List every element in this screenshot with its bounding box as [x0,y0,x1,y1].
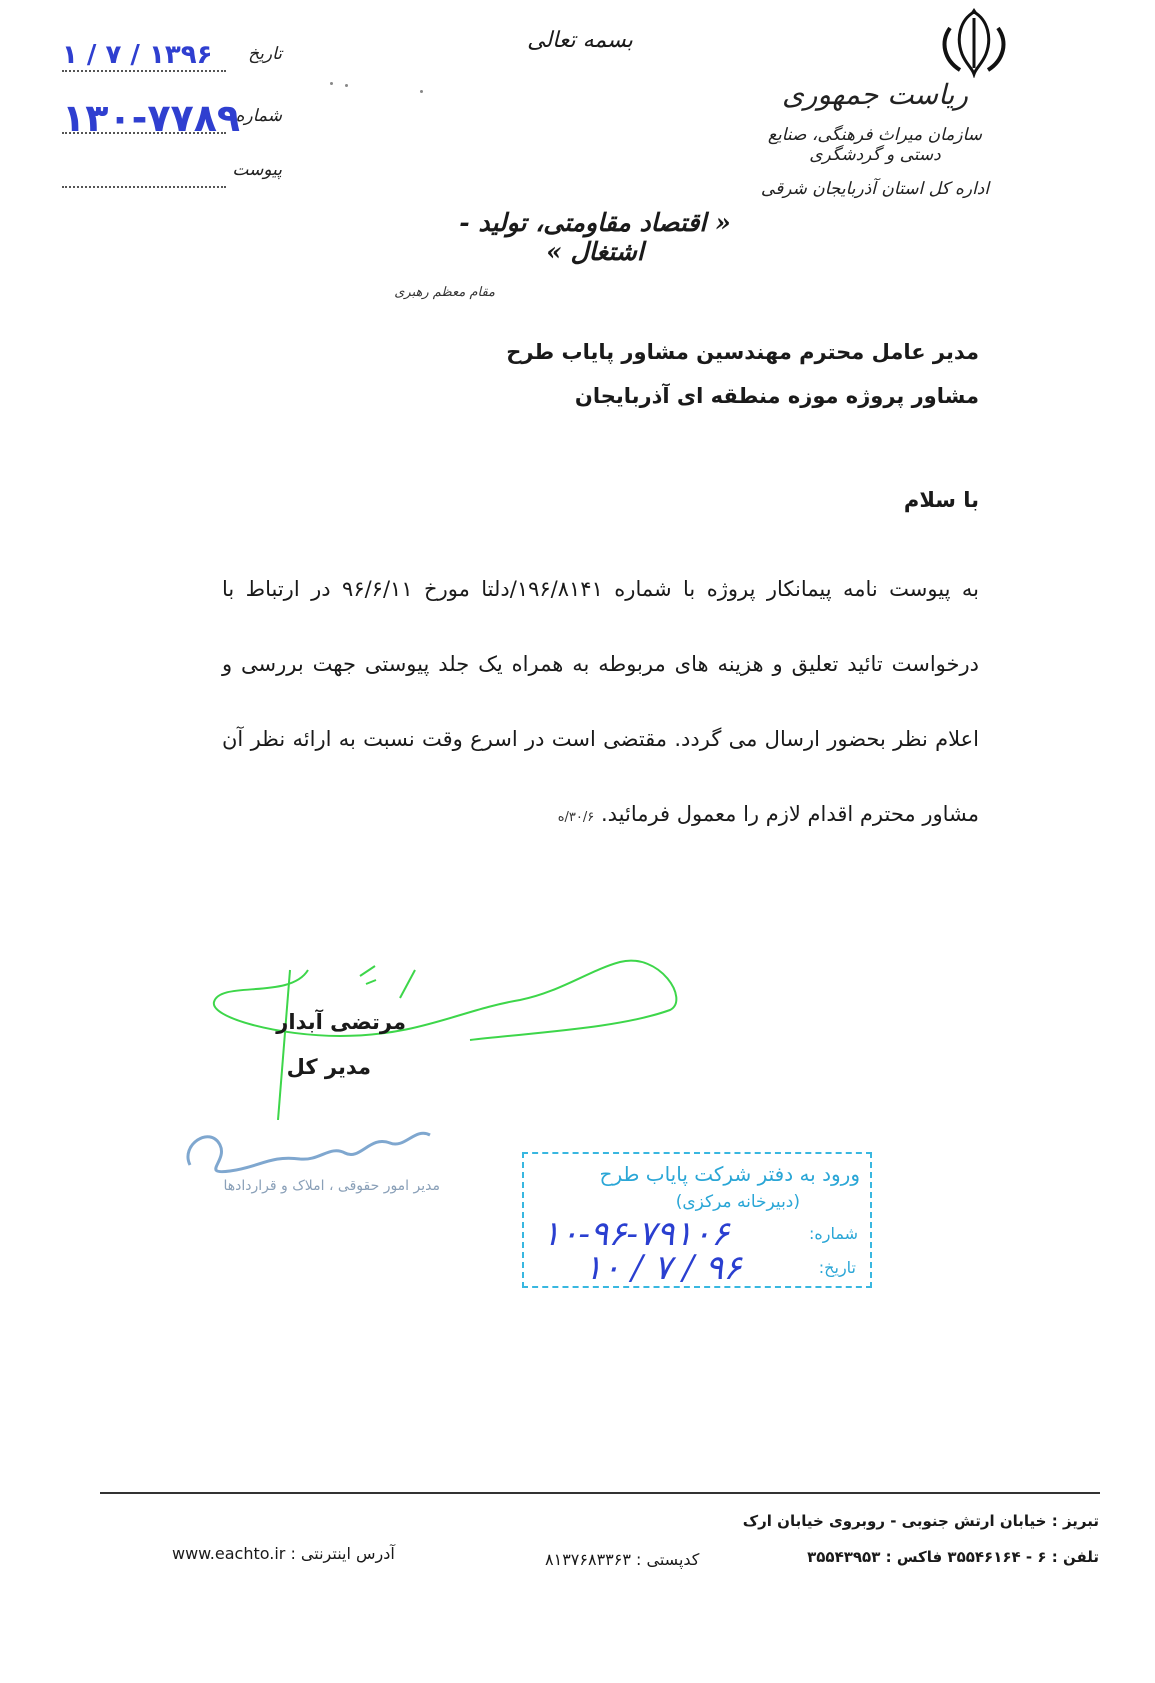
stamp-number-value: ۱۰-۹۶-۷۹۱۰۶ [542,1214,730,1254]
footer-website: آدرس اینترنتی : www.eachto.ir [172,1544,395,1563]
date-dotted-line [62,70,226,72]
letter-body-code: ۳۰/۶/ه [557,810,595,825]
org-subtitle-line2: اداره کل استان آذربایجان شرقی [760,179,990,199]
footer-address: تبریز : خیابان ارتش جنوبی - روبروی خیابان ارک [742,1512,1099,1530]
salutation: با سلام [903,488,979,512]
stamp-date-value: ۹۶ / ۷ / ۱۰ [584,1248,742,1288]
receipt-stamp [522,1152,872,1288]
letter-body-text: به پیوست نامه پیمانکار پروژه با شماره ۱۹۶/۸۱۴۱/دلتا مورخ ۹۶/۶/۱۱ در ارتباط با درخواست تائید تعلیق و هزینه های مربوطه به همراه یک جلد پیوستی جهت بررسی و اعلام نظر بحضور ارسال می گردد. مقتضی است در اسرع وقت نسبت به ارائه نظر آن مشاور محترم اقدام لازم را معمول فرمائید. [222,577,979,826]
scan-speck [420,90,423,93]
number-field [62,98,282,142]
bismillah-heading: بسمه تعالی [527,28,633,53]
scan-speck [345,84,348,87]
org-title [745,78,1005,199]
footer-postal-code: کدپستی : ۸۱۳۷۶۸۳۳۶۳ [545,1550,700,1569]
addressee-line1: مدیر عامل محترم مهندسین مشاور پایاب طرح [506,340,979,364]
stamp-number-label: شماره: [808,1224,858,1243]
addressee-block [506,330,979,418]
slogan-attribution: مقام معظم رهبری [394,285,495,300]
addressee-line2: مشاور پروژه موزه منطقه ای آذربایجان [574,384,979,408]
secondary-signature-caption: مدیر امور حقوقی ، املاک و قراردادها [223,1178,440,1194]
org-name: ریاست جمهوری [781,78,968,111]
letter-body [222,552,979,855]
date-label: تاریخ [248,44,282,64]
signer-title: مدیر کل [286,1055,371,1079]
stamp-title: ورود به دفتر شرکت پایاب طرح [599,1162,860,1186]
attachment-dotted-line [62,186,226,188]
number-value: ۱۳۰-۷۷۸۹ [62,96,241,140]
stamp-subtitle: (دبیرخانه مرکزی) [675,1192,800,1212]
slogan: « اقتصاد مقاومتی، تولید - اشتغال » [459,208,731,266]
date-value: ۱۳۹۶ / ۷ / ۱ [62,40,213,70]
iran-emblem-icon [930,8,1018,78]
attachment-label: پیوست [232,160,282,180]
footer-phone-fax: تلفن : ۶ - ۳۵۵۴۶۱۶۴ فاکس : ۳۵۵۴۳۹۵۳ [807,1548,1099,1566]
org-subtitle-line1: سازمان میراث فرهنگی، صنایع دستی و گردشگری [767,125,983,165]
stamp-date-label: تاریخ: [818,1258,856,1277]
attachment-field [62,152,282,196]
number-label: شماره [235,106,282,126]
footer-divider [100,1492,1100,1494]
date-field [62,36,282,80]
scan-speck [330,82,333,85]
signer-name: مرتضی آبدار [276,1010,406,1034]
